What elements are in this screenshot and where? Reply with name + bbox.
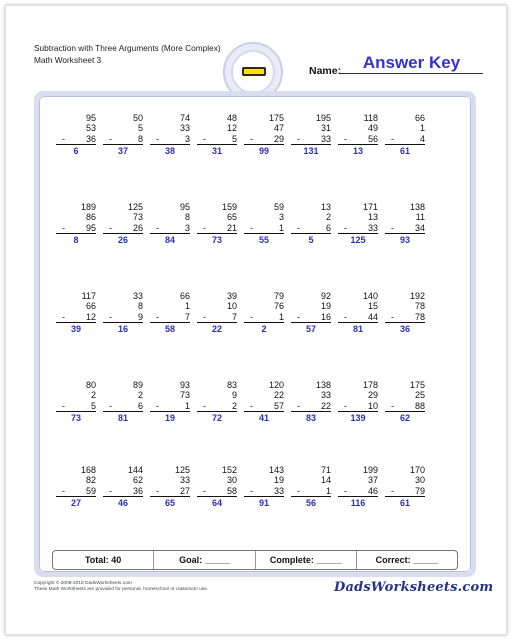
problem-3: [150, 113, 190, 156]
problem-32: [385, 380, 425, 423]
subtrahend-2: 8: [137, 133, 143, 144]
subtrahend-2-row: [244, 312, 284, 323]
subtrahend-2-row: [338, 486, 378, 497]
subtrahend-2-row: [103, 223, 143, 234]
answer: 62: [399, 412, 410, 423]
minuend: 66: [414, 113, 425, 123]
answer: 56: [305, 497, 316, 508]
minuend: 170: [409, 465, 425, 475]
minuend: 80: [85, 380, 96, 390]
answer: 83: [305, 412, 316, 423]
answer: 57: [305, 323, 316, 334]
answer: 39: [70, 323, 81, 334]
minus-sign: -: [203, 485, 206, 496]
minus-sign: -: [156, 400, 159, 411]
answer: 46: [117, 497, 128, 508]
subtrahend-1: 11: [415, 212, 425, 223]
answer: 38: [164, 145, 175, 156]
subtrahend-2: 6: [325, 222, 331, 233]
minuend: 13: [320, 202, 331, 212]
subtrahend-2-row: [150, 134, 190, 145]
subtrahend-1: 86: [85, 212, 96, 223]
copyright-line-1: Copyright © 2008-2018 DadsWorksheets.com: [34, 581, 132, 586]
subtrahend-1: 8: [184, 212, 190, 223]
subtrahend-2-row: [56, 223, 96, 234]
minuend: 95: [179, 202, 190, 212]
problem-19: [150, 291, 190, 334]
minus-sign: -: [297, 400, 300, 411]
minuend: 140: [362, 291, 378, 301]
subtrahend-2-row: [385, 486, 425, 497]
answer: 6: [73, 145, 79, 156]
minus-sign: -: [344, 485, 347, 496]
problem-28: [197, 380, 237, 423]
problem-35: [150, 465, 190, 508]
minus-sign: -: [109, 311, 112, 322]
subtrahend-2: 59: [85, 485, 96, 496]
gold-bar-icon: [242, 67, 266, 76]
subtrahend-2-row: [291, 401, 331, 412]
total-cell: Total: 40: [53, 551, 154, 569]
minuend: 138: [315, 380, 331, 390]
minuend: 175: [409, 380, 425, 390]
subtrahend-2-row: [56, 486, 96, 497]
subtrahend-1: 33: [179, 123, 190, 134]
minus-sign: -: [62, 222, 65, 233]
subtrahend-2: 1: [184, 400, 190, 411]
minus-sign: -: [156, 133, 159, 144]
subtrahend-2-row: [244, 223, 284, 234]
minuend: 89: [132, 380, 143, 390]
subtrahend-1: 33: [179, 475, 190, 486]
subtrahend-1: 2: [325, 212, 331, 223]
answer: 22: [211, 323, 222, 334]
subtrahend-1: 13: [367, 212, 378, 223]
minus-sign: -: [344, 400, 347, 411]
problem-30: [291, 380, 331, 423]
answer: 131: [303, 145, 319, 156]
minuend: 92: [320, 291, 331, 301]
subtrahend-2: 27: [179, 485, 190, 496]
name-line: [340, 73, 483, 74]
problem-38: [291, 465, 331, 508]
minuend: 143: [268, 465, 284, 475]
answer: 58: [164, 323, 175, 334]
minus-sign: -: [109, 400, 112, 411]
answer: 26: [117, 234, 128, 245]
minuend: 118: [363, 113, 378, 123]
minus-sign: -: [297, 222, 300, 233]
answer: 65: [164, 497, 175, 508]
subtrahend-2-row: [385, 401, 425, 412]
problem-9: [56, 202, 96, 245]
subtrahend-2: 95: [85, 222, 96, 233]
subtrahend-1: 73: [132, 212, 143, 223]
answer: 116: [350, 497, 366, 508]
subtrahend-1: 1: [419, 123, 425, 134]
minus-sign: -: [109, 133, 112, 144]
subtrahend-2-row: [150, 223, 190, 234]
badge-inner-circle: [231, 50, 275, 94]
minus-sign: -: [156, 311, 159, 322]
subtrahend-2: 79: [414, 485, 425, 496]
minuend: 39: [226, 291, 237, 301]
subtrahend-2: 36: [85, 133, 96, 144]
subtrahend-2-row: [291, 223, 331, 234]
minuend: 144: [127, 465, 143, 475]
subtrahend-2: 1: [278, 311, 284, 322]
subtrahend-2: 7: [231, 311, 237, 322]
subtrahend-2-row: [56, 401, 96, 412]
problem-36: [197, 465, 237, 508]
answer: 61: [399, 145, 410, 156]
subtrahend-2: 33: [367, 222, 378, 233]
problem-11: [150, 202, 190, 245]
problem-8: [385, 113, 425, 156]
subtrahend-1: 30: [226, 475, 237, 486]
copyright-text: [34, 581, 208, 593]
minuend: 171: [362, 202, 378, 212]
subtrahend-1: 53: [85, 123, 96, 134]
subtrahend-2-row: [338, 401, 378, 412]
title-line-1: Subtraction with Three Arguments (More Complex): [34, 43, 221, 53]
problem-27: [150, 380, 190, 423]
subtrahend-1: 29: [367, 390, 378, 401]
subtrahend-1: 19: [273, 475, 284, 486]
minuend: 79: [273, 291, 284, 301]
subtrahend-2: 22: [320, 400, 331, 411]
subtrahend-1: 8: [137, 301, 143, 312]
subtrahend-2: 26: [132, 222, 143, 233]
minuend: 117: [81, 291, 96, 301]
problem-15: [338, 202, 378, 245]
subtrahend-2: 36: [132, 485, 143, 496]
name-label: Name:: [309, 65, 342, 77]
problem-12: [197, 202, 237, 245]
minus-sign: -: [297, 133, 300, 144]
subtrahend-2-row: [197, 134, 237, 145]
answer: 5: [308, 234, 314, 245]
subtrahend-2: 46: [367, 485, 378, 496]
minuend: 199: [362, 465, 378, 475]
subtrahend-1: 12: [226, 123, 237, 134]
minuend: 93: [179, 380, 190, 390]
minus-sign: -: [297, 485, 300, 496]
minus-sign: -: [344, 222, 347, 233]
problem-37: [244, 465, 284, 508]
minus-sign: -: [62, 133, 65, 144]
minus-sign: -: [391, 222, 394, 233]
minuend: 175: [268, 113, 284, 123]
problem-10: [103, 202, 143, 245]
minuend: 71: [320, 465, 331, 475]
subtrahend-2-row: [56, 312, 96, 323]
subtrahend-2: 78: [414, 311, 425, 322]
problem-22: [291, 291, 331, 334]
subtrahend-1: 5: [137, 123, 143, 134]
minus-sign: -: [203, 400, 206, 411]
problem-34: [103, 465, 143, 508]
subtrahend-1: 14: [320, 475, 331, 486]
answer: 36: [399, 323, 410, 334]
score-footer: [52, 550, 458, 570]
subtrahend-1: 9: [231, 390, 237, 401]
answer: 55: [258, 234, 269, 245]
subtrahend-2: 2: [231, 400, 237, 411]
answer: 91: [258, 497, 269, 508]
minuend: 152: [221, 465, 237, 475]
minuend: 192: [409, 291, 425, 301]
subtrahend-1: 31: [320, 123, 331, 134]
minuend: 83: [226, 380, 237, 390]
subtrahend-1: 66: [85, 301, 96, 312]
problem-18: [103, 291, 143, 334]
subtrahend-1: 15: [367, 301, 378, 312]
subtrahend-2-row: [338, 312, 378, 323]
subtrahend-1: 78: [414, 301, 425, 312]
minuend: 189: [80, 202, 96, 212]
subtrahend-2-row: [150, 486, 190, 497]
subtrahend-2-row: [197, 312, 237, 323]
minus-sign: -: [391, 400, 394, 411]
subtrahend-2: 33: [320, 133, 331, 144]
answer: 73: [70, 412, 81, 423]
copyright-line-2: These Math Worksheets are provided for personal, homeschool or classroom use.: [34, 587, 209, 592]
answer: 61: [399, 497, 410, 508]
minuend: 66: [179, 291, 190, 301]
subtrahend-1: 73: [179, 390, 190, 401]
subtrahend-1: 30: [414, 475, 425, 486]
minus-sign: -: [391, 311, 394, 322]
subtrahend-2-row: [103, 134, 143, 145]
subtrahend-2-row: [385, 223, 425, 234]
answer: 84: [164, 234, 175, 245]
minus-sign: -: [156, 485, 159, 496]
answer: 125: [350, 234, 366, 245]
subtrahend-2-row: [291, 312, 331, 323]
subtrahend-2-row: [244, 401, 284, 412]
subtrahend-2: 3: [184, 222, 190, 233]
minuend: 125: [174, 465, 190, 475]
complete-cell: Complete: _____: [256, 551, 357, 569]
goal-cell: Goal: _____: [154, 551, 255, 569]
subtrahend-2: 12: [85, 311, 96, 322]
minus-sign: -: [109, 222, 112, 233]
minuend: 195: [315, 113, 331, 123]
problem-17: [56, 291, 96, 334]
subtrahend-2: 6: [137, 400, 143, 411]
subtrahend-2-row: [291, 486, 331, 497]
problem-24: [385, 291, 425, 334]
minus-sign: -: [250, 400, 253, 411]
minus-sign: -: [250, 222, 253, 233]
minuend: 95: [85, 113, 96, 123]
minus-sign: -: [62, 400, 65, 411]
minuend: 125: [127, 202, 143, 212]
subtrahend-1: 10: [226, 301, 237, 312]
subtrahend-1: 2: [137, 390, 143, 401]
subtrahend-1: 62: [132, 475, 143, 486]
subtrahend-2-row: [338, 223, 378, 234]
subtrahend-2-row: [150, 401, 190, 412]
subtrahend-1: 47: [273, 123, 284, 134]
answer: 81: [352, 323, 363, 334]
minus-sign: -: [203, 222, 206, 233]
answer: 27: [70, 497, 81, 508]
minus-sign: -: [391, 133, 394, 144]
answer: 99: [258, 145, 269, 156]
subtrahend-2: 16: [320, 311, 331, 322]
subtrahend-1: 33: [320, 390, 331, 401]
subtrahend-2: 5: [231, 133, 237, 144]
minuend: 59: [273, 202, 284, 212]
subtrahend-2-row: [338, 134, 378, 145]
minus-sign: -: [203, 311, 206, 322]
subtrahend-2: 29: [273, 133, 284, 144]
problem-4: [197, 113, 237, 156]
answer: 19: [164, 412, 175, 423]
subtrahend-2: 56: [367, 133, 378, 144]
minus-sign: -: [250, 311, 253, 322]
subtrahend-1: 37: [367, 475, 378, 486]
subtrahend-1: 25: [414, 390, 425, 401]
minuend: 159: [221, 202, 237, 212]
subtrahend-2: 1: [278, 222, 284, 233]
minus-sign: -: [297, 311, 300, 322]
subtrahend-2: 34: [414, 222, 425, 233]
problem-20: [197, 291, 237, 334]
problem-5: [244, 113, 284, 156]
subtrahend-2: 9: [137, 311, 143, 322]
subtrahend-2-row: [291, 134, 331, 145]
minuend: 33: [132, 291, 143, 301]
problem-14: [291, 202, 331, 245]
subtrahend-1: 19: [320, 301, 331, 312]
minus-sign: -: [391, 485, 394, 496]
problem-2: [103, 113, 143, 156]
answer: 41: [258, 412, 269, 423]
answer: 81: [117, 412, 128, 423]
subtrahend-2: 5: [90, 400, 96, 411]
minus-sign: -: [62, 485, 65, 496]
subtrahend-2: 44: [367, 311, 378, 322]
minuend: 120: [268, 380, 284, 390]
problem-21: [244, 291, 284, 334]
answer: 139: [350, 412, 366, 423]
subtrahend-2: 10: [367, 400, 378, 411]
subtrahend-1: 76: [273, 301, 284, 312]
answer: 73: [211, 234, 222, 245]
subtrahend-2-row: [244, 134, 284, 145]
minuend: 74: [179, 113, 190, 123]
subtrahend-2-row: [197, 401, 237, 412]
subtrahend-2-row: [103, 312, 143, 323]
subtrahend-2: 4: [419, 133, 425, 144]
subtrahend-1: 2: [90, 390, 96, 401]
subtrahend-2: 21: [226, 222, 237, 233]
subtrahend-2: 1: [325, 485, 331, 496]
subtrahend-2-row: [385, 312, 425, 323]
subtrahend-2: 33: [273, 485, 284, 496]
subtrahend-2-row: [197, 223, 237, 234]
problem-7: [338, 113, 378, 156]
minus-sign: -: [344, 311, 347, 322]
problem-6: [291, 113, 331, 156]
subtrahend-2: 3: [184, 133, 190, 144]
subtrahend-2-row: [385, 134, 425, 145]
problem-13: [244, 202, 284, 245]
answer: 13: [352, 145, 363, 156]
correct-cell: Correct: _____: [375, 555, 439, 565]
subtrahend-1: 49: [367, 123, 378, 134]
minus-sign: -: [250, 485, 253, 496]
problem-33: [56, 465, 96, 508]
answer: 64: [211, 497, 222, 508]
answer: 72: [211, 412, 222, 423]
minus-sign: -: [203, 133, 206, 144]
minus-sign: -: [156, 222, 159, 233]
subtrahend-1: 22: [273, 390, 284, 401]
problem-1: [56, 113, 96, 156]
minuend: 50: [132, 113, 143, 123]
subtrahend-2: 57: [273, 400, 284, 411]
problem-26: [103, 380, 143, 423]
problem-16: [385, 202, 425, 245]
problem-31: [338, 380, 378, 423]
subtrahend-2: 88: [414, 400, 425, 411]
subtrahend-2: 58: [226, 485, 237, 496]
minuend: 138: [409, 202, 425, 212]
minuend: 178: [362, 380, 378, 390]
subtrahend-2-row: [244, 486, 284, 497]
answer: 16: [117, 323, 128, 334]
subtrahend-2-row: [197, 486, 237, 497]
minuend: 168: [80, 465, 96, 475]
title-line-2: Math Worksheet 3: [34, 55, 102, 65]
subtrahend-1: 65: [226, 212, 237, 223]
answer: 8: [73, 234, 79, 245]
dadsworksheets-logo: DadsWorksheets.com: [334, 580, 494, 595]
problem-29: [244, 380, 284, 423]
minus-sign: -: [344, 133, 347, 144]
minus-sign: -: [250, 133, 253, 144]
answer-key-title: Answer Key: [362, 53, 461, 72]
subtrahend-2-row: [103, 486, 143, 497]
minuend: 48: [226, 113, 237, 123]
subtrahend-2-row: [150, 312, 190, 323]
worksheet-title: [34, 42, 221, 66]
subtrahend-1: 82: [85, 475, 96, 486]
minus-sign: -: [62, 311, 65, 322]
problem-23: [338, 291, 378, 334]
subtrahend-2-row: [56, 134, 96, 145]
problem-40: [385, 465, 425, 508]
subtrahend-2-row: [103, 401, 143, 412]
answer: 31: [211, 145, 222, 156]
answer: 37: [117, 145, 128, 156]
answer: 2: [261, 323, 267, 334]
subtrahend-1: 1: [184, 301, 190, 312]
problem-25: [56, 380, 96, 423]
subtrahend-2: 7: [184, 311, 190, 322]
answer: 93: [399, 234, 410, 245]
minus-sign: -: [109, 485, 112, 496]
problem-39: [338, 465, 378, 508]
subtrahend-1: 3: [278, 212, 284, 223]
